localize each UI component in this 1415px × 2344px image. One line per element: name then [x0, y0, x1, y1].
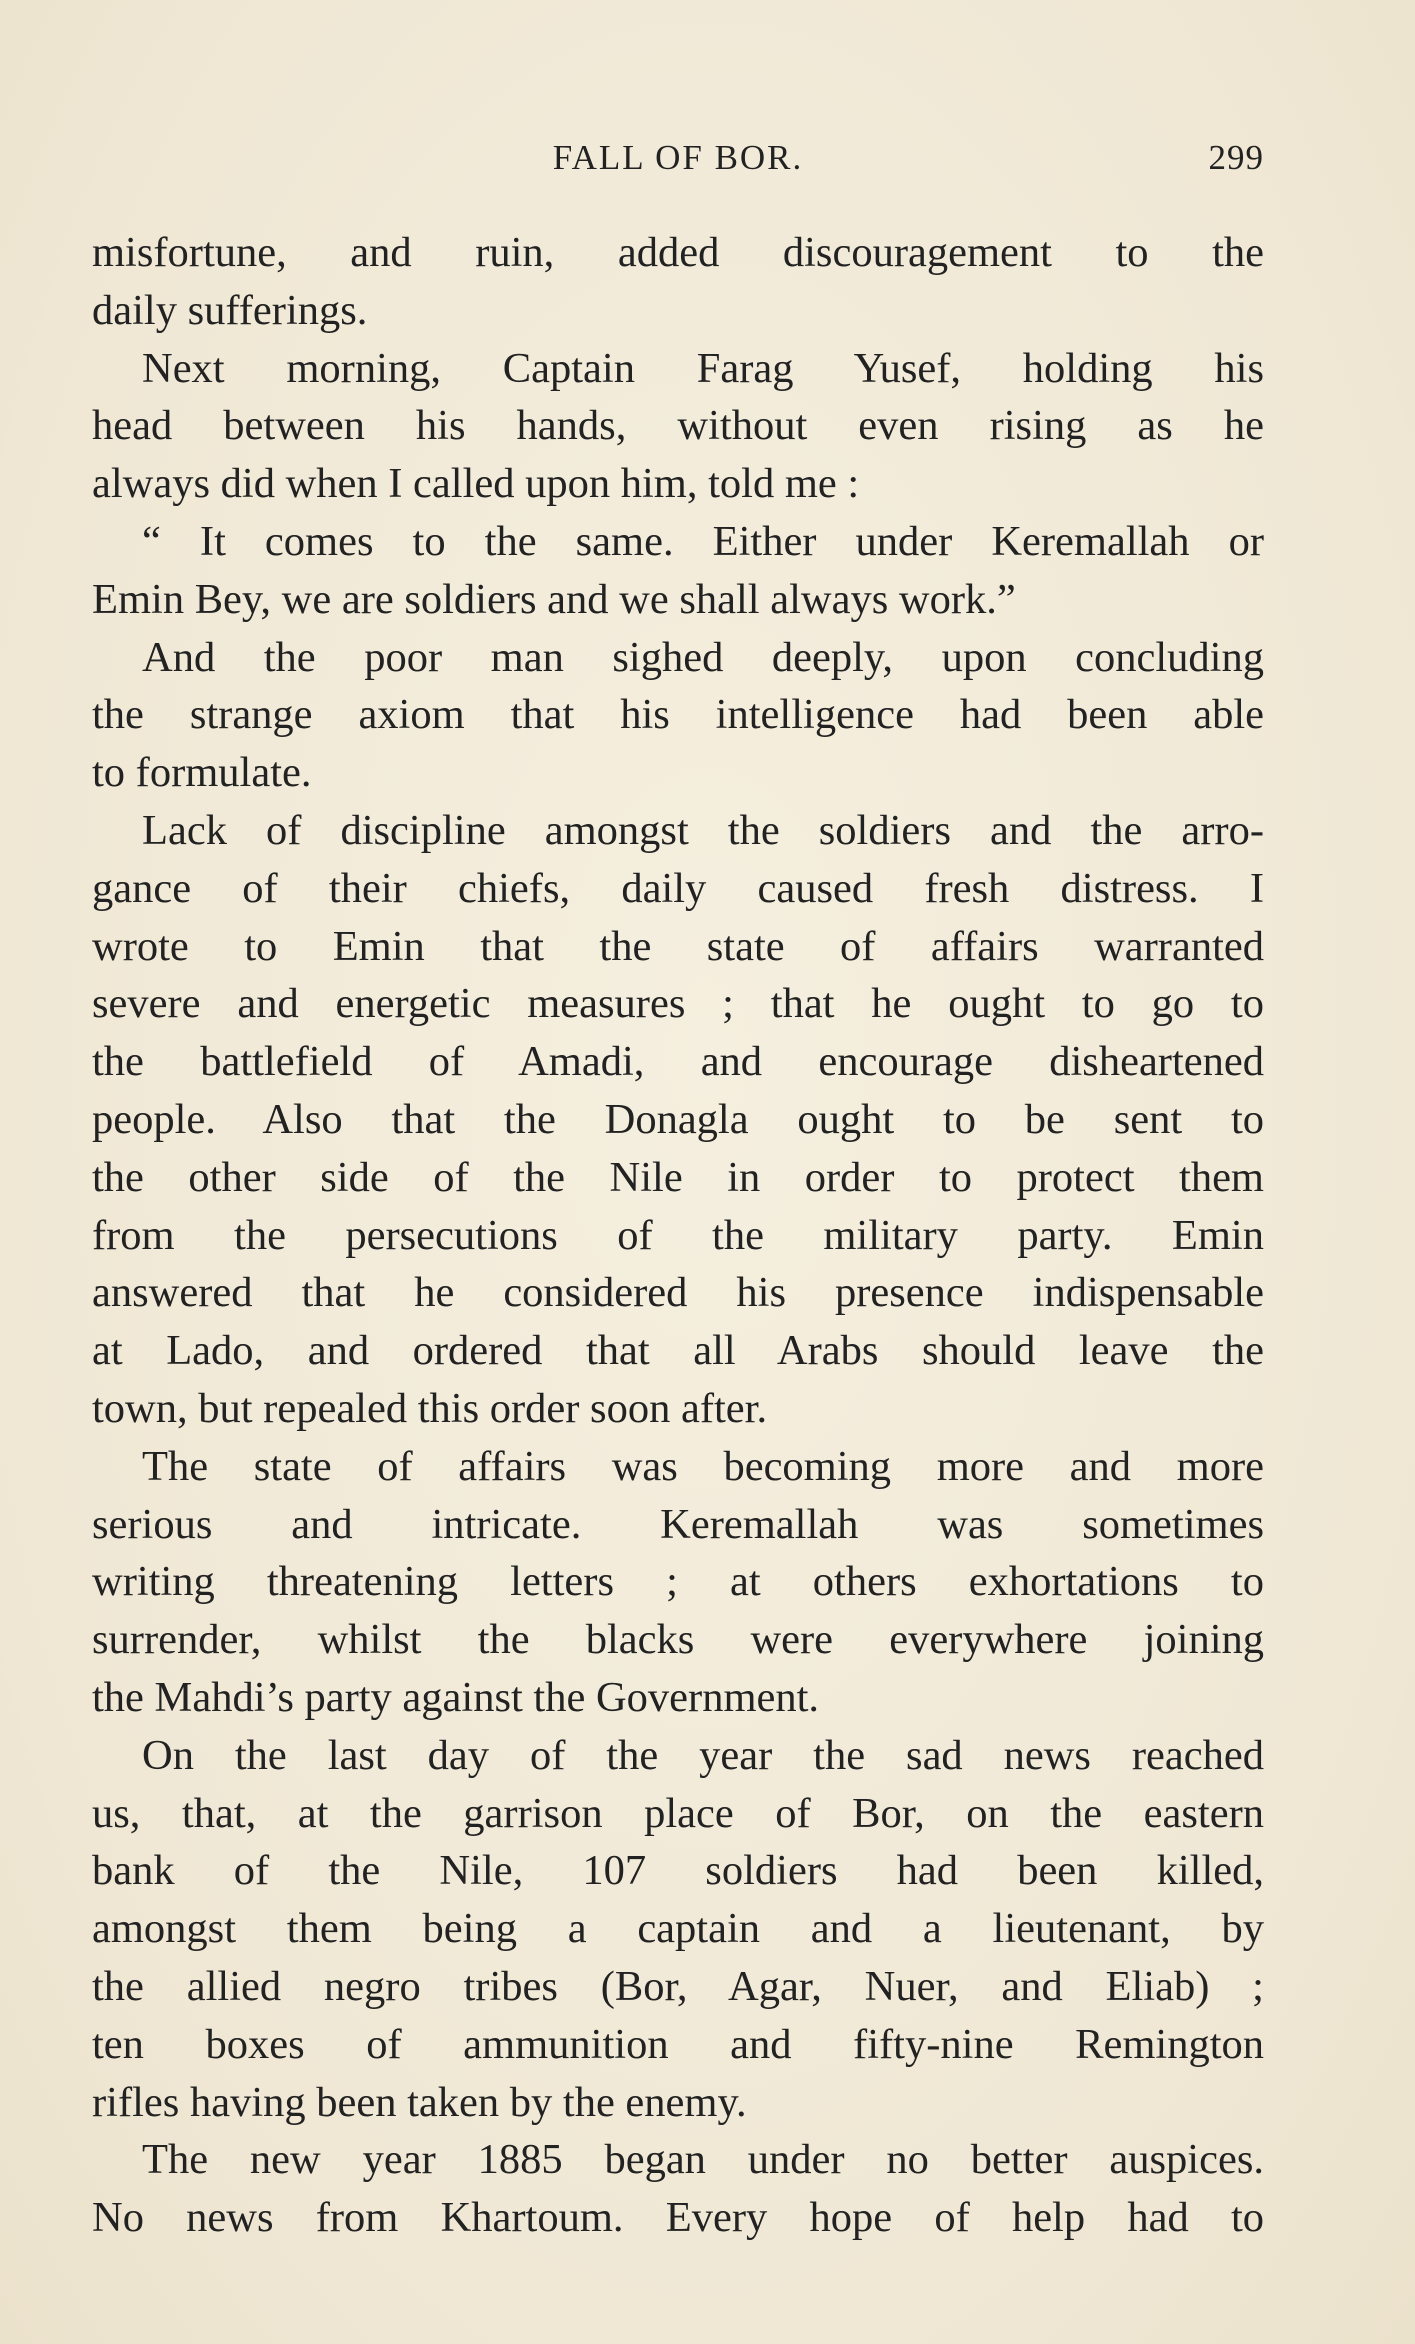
text-line: Next morning, Captain Farag Yusef, holding his — [142, 344, 1264, 392]
text-line: misfortune, and ruin, added discouragement to the — [92, 229, 1264, 276]
page-header — [92, 138, 1264, 184]
text-line: the other side of the Nile in order to protect them — [92, 1153, 1264, 1201]
text-line: bank of the Nile, 107 soldiers had been killed, — [92, 1847, 1264, 1895]
text-line: writing threatening letters ; at others exhortations to — [92, 1558, 1264, 1606]
text-line: The state of affairs was becoming more and more — [142, 1442, 1264, 1490]
text-line: severe and energetic measures ; that he ought to go to — [92, 980, 1264, 1028]
text-line: The new year 1885 began under no better auspices. — [142, 2136, 1264, 2184]
text-line: And the poor man sighed deeply, upon concluding — [142, 633, 1264, 681]
text-line: No news from Khartoum. Every hope of help had to — [92, 2194, 1264, 2242]
text-line: serious and intricate. Keremallah was sometimes — [92, 1500, 1264, 1548]
text-line: to formulate. — [92, 749, 312, 797]
running-title: FALL OF BOR. — [552, 138, 804, 177]
text-line: the strange axiom that his intelligence had been able — [92, 691, 1264, 739]
text-line: from the persecutions of the military party. Emin — [92, 1211, 1264, 1259]
text-line: people. Also that the Donagla ought to be sent to — [92, 1095, 1264, 1143]
text-line: amongst them being a captain and a lieutenant, by — [92, 1905, 1264, 1953]
text-line: “ It comes to the same. Either under Keremallah or — [142, 517, 1264, 565]
text-line: rifles having been taken by the enemy. — [92, 2078, 747, 2126]
text-line: at Lado, and ordered that all Arabs should leave the — [92, 1327, 1264, 1375]
text-line: ten boxes of ammunition and fifty-nine Remington — [92, 2020, 1264, 2068]
page-number: 299 — [1208, 138, 1264, 177]
text-line: the Mahdi’s party against the Government. — [92, 1673, 820, 1721]
text-line: gance of their chiefs, daily caused fresh distress. I — [92, 864, 1264, 912]
text-line: wrote to Emin that the state of affairs warranted — [92, 922, 1264, 970]
text-line: On the last day of the year the sad news reached — [142, 1731, 1264, 1779]
text-line: Lack of discipline amongst the soldiers and the arro- — [142, 806, 1264, 854]
text-line: daily sufferings. — [92, 286, 368, 334]
text-line: the battlefield of Amadi, and encourage disheartened — [92, 1038, 1264, 1086]
body-text — [92, 224, 1264, 2247]
text-line: surrender, whilst the blacks were everywhere joining — [92, 1616, 1264, 1664]
text-line: answered that he considered his presence indispensable — [92, 1269, 1264, 1317]
text-line: head between his hands, without even rising as he — [92, 402, 1264, 450]
text-line: always did when I called upon him, told me : — [92, 460, 860, 508]
text-line: us, that, at the garrison place of Bor, on the eastern — [92, 1789, 1264, 1837]
text-line: Emin Bey, we are soldiers and we shall always work.” — [92, 575, 1016, 623]
text-line: town, but repealed this order soon after. — [92, 1384, 768, 1432]
text-line: the allied negro tribes (Bor, Agar, Nuer, and Eliab) ; — [92, 1962, 1264, 2010]
